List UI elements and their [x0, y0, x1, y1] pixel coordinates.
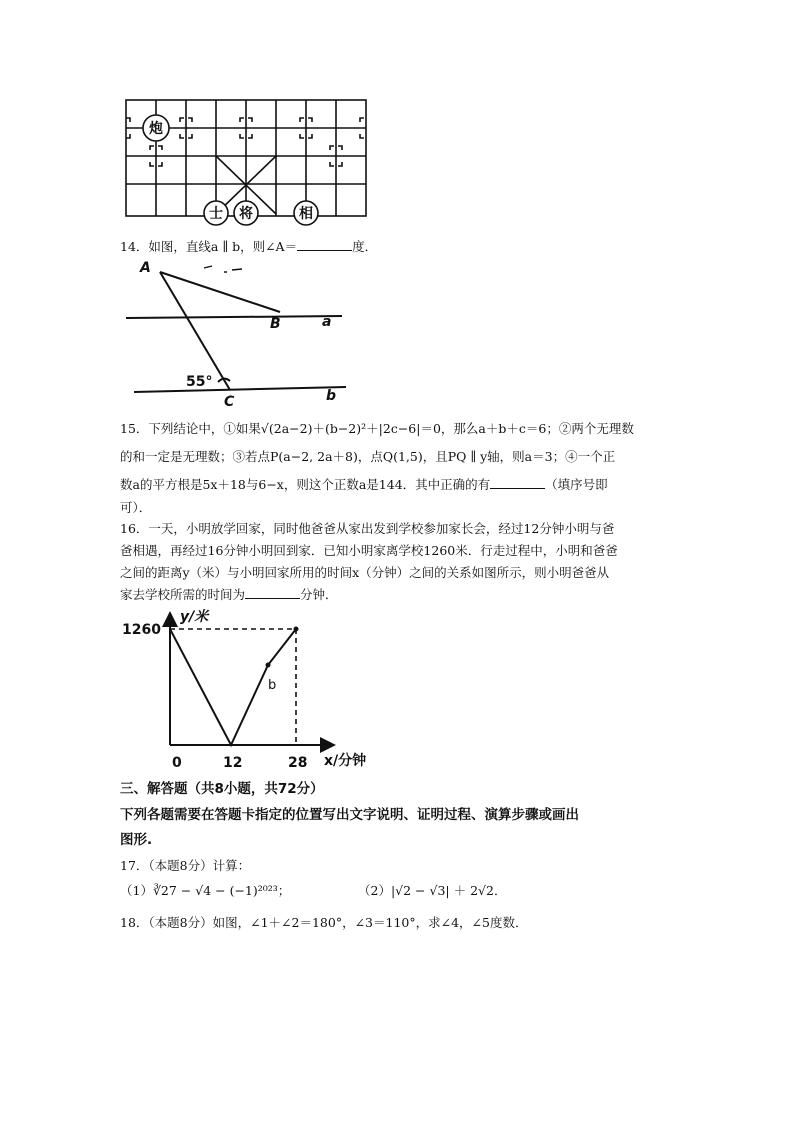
distance-time-graph [118, 605, 388, 775]
q16-line2: 爸相遇，再经过16分钟小明回到家．已知小明家离学校1260米．行走过程中，小明和爸爸 [120, 543, 618, 558]
section3-instruction-1: 下列各题需要在答题卡指定的位置写出文字说明、证明过程、演算步骤或画出 [120, 807, 579, 823]
q16-line1: 16．一天，小明放学回家，同时他爸爸从家出发到学校参加家长会，经过12分钟小明与爸 [120, 521, 615, 536]
xiang-label: 相 [299, 206, 313, 222]
answer-blank-16 [245, 586, 300, 599]
q18-text: 18．（本题8分）如图，∠1＋∠2＝180°，∠3＝110°，求∠4，∠5度数． [120, 915, 528, 930]
q17-part2: （2）|√2 − √3| ＋ 2√2． [358, 883, 507, 898]
x-tick-0: 0 [172, 755, 182, 771]
label-C: C [224, 394, 235, 410]
label-A: A [140, 260, 151, 276]
answer-blank-15 [490, 476, 545, 489]
label-B: B [270, 316, 281, 332]
q15-line3: 数a的平方根是5x＋18与6−x，则这个正数a是144．其中正确的有 （填序号即 [120, 477, 608, 492]
angle-55: 55° [186, 374, 213, 390]
answer-blank-14 [297, 238, 352, 251]
chess-board-figure [122, 98, 372, 226]
q17-part1: （1）∛27 − √4 − (−1)²⁰²³； [120, 883, 291, 898]
graph-line [170, 629, 296, 745]
label-a: a [322, 314, 332, 330]
x-tick-12: 12 [223, 755, 243, 771]
pao-label: 炮 [149, 121, 163, 137]
q16-line3: 之间的距离y（米）与小明回家所用的时间x（分钟）之间的关系如图所示，则小明爸爸从 [120, 565, 610, 580]
graph-annotation: b [268, 678, 277, 693]
q17-header: 17．（本题8分）计算： [120, 858, 251, 873]
q16-line4: 家去学校所需的时间为 分钟． [120, 587, 338, 602]
y-tick-1260: 1260 [122, 622, 161, 638]
parallel-lines-figure [120, 260, 360, 410]
section3-title: 三、解答题（共8小题，共72分） [120, 781, 324, 797]
x-tick-28: 28 [288, 755, 308, 771]
section3-instruction-2: 图形. [120, 832, 153, 848]
q15-line4: 可）． [120, 500, 152, 515]
jiang-label: 将 [239, 206, 253, 222]
q14-text: 14．如图，直线a ∥ b，则∠A＝ 度． [120, 239, 378, 254]
label-b: b [326, 388, 337, 404]
y-axis-label: y/米 [180, 609, 209, 625]
x-axis-label: x/分钟 [324, 753, 367, 769]
shi-label: 士 [209, 206, 223, 222]
q15-line1: 15．下列结论中，①如果√(2a−2)＋(b−2)²＋|2c−6|＝0，那么a＋b＋c＝6；②两个无理数 [120, 421, 634, 436]
q15-line2: 的和一定是无理数；③若点P(a−2, 2a＋8)，点Q(1,5)，且PQ ∥ y轴，则a＝3；④一个正 [120, 449, 616, 464]
